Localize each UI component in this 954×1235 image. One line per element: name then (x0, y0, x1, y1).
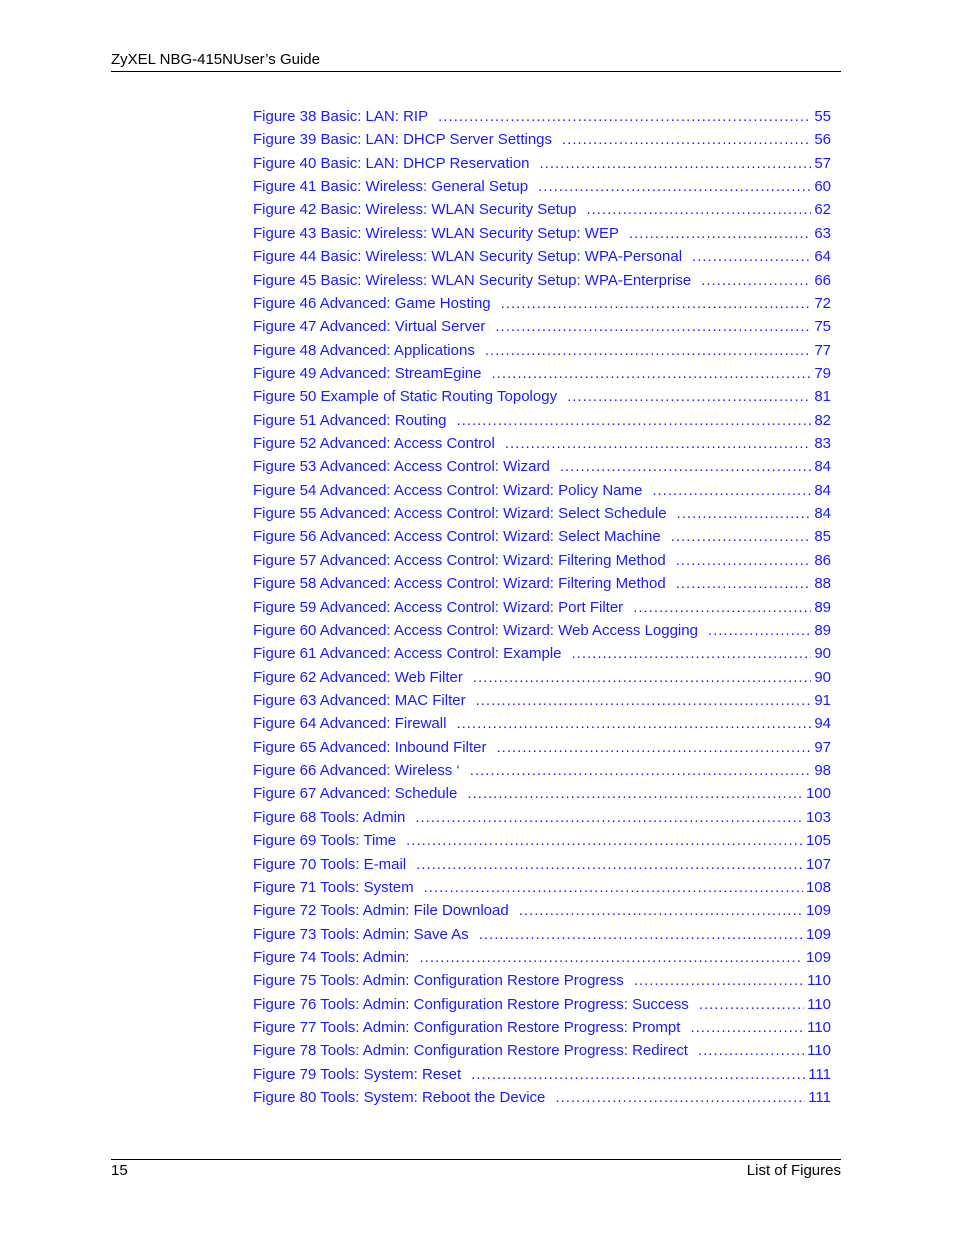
toc-dot-leader (698, 1039, 804, 1062)
toc-dot-leader (701, 269, 811, 292)
toc-entry-title[interactable]: Figure 47 Advanced: Virtual Server (253, 318, 486, 336)
toc-entry-page[interactable]: 85 (814, 528, 831, 546)
toc-entry[interactable] (253, 572, 831, 595)
toc-entry-title[interactable]: Figure 69 Tools: Time (253, 832, 397, 850)
toc-entry[interactable] (253, 175, 831, 198)
toc-entry[interactable] (253, 245, 831, 268)
toc-dot-leader (495, 315, 811, 338)
toc-dot-leader (470, 759, 812, 782)
toc-dot-leader (471, 1063, 805, 1086)
toc-entry-page[interactable]: 72 (814, 294, 831, 312)
toc-entry[interactable] (253, 689, 831, 712)
header-rule (111, 71, 841, 72)
toc-entry-page[interactable]: 84 (814, 481, 831, 499)
toc-entry-page[interactable]: 86 (814, 551, 831, 569)
toc-dot-leader (572, 642, 812, 665)
toc-entry[interactable] (253, 409, 831, 432)
toc-dot-leader (501, 292, 812, 315)
toc-entry[interactable] (253, 385, 831, 408)
toc-entry-title[interactable]: Figure 80 Tools: System: Reboot the Device (253, 1089, 546, 1107)
toc-entry[interactable] (253, 152, 831, 175)
toc-entry-page[interactable]: 57 (814, 154, 831, 172)
toc-dot-leader (690, 1016, 804, 1039)
toc-dot-leader (456, 409, 811, 432)
toc-entry[interactable] (253, 432, 831, 455)
toc-entry[interactable] (253, 315, 831, 338)
toc-entry-title[interactable]: Figure 63 Advanced: MAC Filter (253, 691, 466, 709)
toc-dot-leader (519, 899, 803, 922)
toc-entry-page[interactable]: 100 (805, 785, 831, 803)
toc-entry[interactable] (253, 105, 831, 128)
toc-entry-title[interactable]: Figure 66 Advanced: Wireless ‘ (253, 762, 460, 780)
toc-entry-page[interactable]: 105 (805, 832, 831, 850)
toc-dot-leader (676, 572, 812, 595)
toc-dot-leader (491, 362, 811, 385)
toc-entry-title[interactable]: Figure 74 Tools: Admin: (253, 948, 410, 966)
toc-dot-leader (555, 1086, 805, 1109)
toc-dot-leader (406, 829, 803, 852)
toc-entry-page[interactable]: 110 (807, 972, 831, 990)
toc-entry-page[interactable]: 60 (814, 178, 831, 196)
toc-entry-title[interactable]: Figure 73 Tools: Admin: Save As (253, 925, 469, 943)
toc-entry-title[interactable]: Figure 53 Advanced: Access Control: Wizard (253, 458, 550, 476)
toc-entry-page[interactable]: 103 (805, 808, 831, 826)
toc-dot-leader (708, 619, 811, 642)
toc-dot-leader (633, 596, 811, 619)
footer-rule (111, 1159, 841, 1160)
toc-entry[interactable] (253, 1063, 831, 1086)
toc-dot-leader (473, 666, 811, 689)
toc-entry-page[interactable]: 90 (814, 668, 831, 686)
toc-entry-page[interactable]: 110 (807, 1042, 831, 1060)
toc-entry[interactable] (253, 198, 831, 221)
toc-entry[interactable] (253, 876, 831, 899)
toc-dot-leader (692, 245, 811, 268)
toc-entry-title[interactable]: Figure 77 Tools: Admin: Configuration Restore Progress: Prompt (253, 1019, 681, 1037)
toc-entry[interactable] (253, 596, 831, 619)
toc-dot-leader (634, 969, 804, 992)
toc-dot-leader (467, 782, 803, 805)
toc-entry[interactable] (253, 525, 831, 548)
toc-dot-leader (586, 198, 811, 221)
toc-entry-title[interactable]: Figure 56 Advanced: Access Control: Wizard: Select Machine (253, 528, 661, 546)
toc-entry-title[interactable]: Figure 79 Tools: System: Reset (253, 1065, 462, 1083)
toc-entry-title[interactable]: Figure 51 Advanced: Routing (253, 411, 447, 429)
toc-entry-title[interactable]: Figure 67 Advanced: Schedule (253, 785, 458, 803)
toc-entry-page[interactable]: 63 (814, 224, 831, 242)
toc-entry-page[interactable]: 108 (805, 878, 831, 896)
toc-dot-leader (567, 385, 811, 408)
toc-entry[interactable] (253, 479, 831, 502)
toc-entry[interactable] (253, 853, 831, 876)
toc-entry-page[interactable]: 110 (807, 995, 831, 1013)
toc-entry-page[interactable]: 111 (808, 1065, 831, 1083)
toc-entry-title[interactable]: Figure 55 Advanced: Access Control: Wizard: Select Schedule (253, 505, 667, 523)
toc-entry-page[interactable]: 109 (805, 902, 831, 920)
toc-entry[interactable] (253, 1016, 831, 1039)
toc-entry[interactable] (253, 502, 831, 525)
toc-entry-title[interactable]: Figure 70 Tools: E-mail (253, 855, 407, 873)
toc-entry-page[interactable]: 89 (814, 598, 831, 616)
toc-entry[interactable] (253, 829, 831, 852)
toc-entry-title[interactable]: Figure 68 Tools: Admin (253, 808, 406, 826)
toc-entry[interactable] (253, 1039, 831, 1062)
toc-entry-page[interactable]: 94 (814, 715, 831, 733)
toc-dot-leader (485, 339, 811, 362)
toc-entry-title[interactable]: Figure 71 Tools: System (253, 878, 414, 896)
toc-entry-title[interactable]: Figure 40 Basic: LAN: DHCP Reservation (253, 154, 530, 172)
toc-entry-title[interactable]: Figure 52 Advanced: Access Control (253, 435, 495, 453)
toc-entry-title[interactable]: Figure 62 Advanced: Web Filter (253, 668, 463, 686)
toc-entry-page[interactable]: 107 (805, 855, 831, 873)
toc-entry-title[interactable]: Figure 43 Basic: Wireless: WLAN Security Setup: WEP (253, 224, 619, 242)
toc-dot-leader (677, 502, 812, 525)
toc-entry-page[interactable]: 56 (814, 131, 831, 149)
toc-entry-page[interactable]: 88 (814, 575, 831, 593)
toc-entry[interactable] (253, 292, 831, 315)
toc-entry-page[interactable]: 84 (814, 458, 831, 476)
toc-entry-page[interactable]: 82 (814, 411, 831, 429)
toc-entry-title[interactable]: Figure 49 Advanced: StreamEgine (253, 364, 482, 382)
toc-entry[interactable] (253, 339, 831, 362)
toc-entry-title[interactable]: Figure 41 Basic: Wireless: General Setup (253, 178, 529, 196)
toc-entry[interactable] (253, 946, 831, 969)
toc-dot-leader (476, 689, 812, 712)
toc-entry[interactable] (253, 759, 831, 782)
header-title: ZyXEL NBG-415NUser’s Guide (111, 51, 320, 68)
toc-entry[interactable] (253, 969, 831, 992)
toc-entry-page[interactable]: 98 (814, 762, 831, 780)
toc-entry-title[interactable]: Figure 39 Basic: LAN: DHCP Server Settings (253, 131, 553, 149)
toc-entry[interactable] (253, 362, 831, 385)
toc-entry-title[interactable]: Figure 59 Advanced: Access Control: Wizard: Port Filter (253, 598, 624, 616)
toc-dot-leader (416, 853, 803, 876)
toc-entry-title[interactable]: Figure 75 Tools: Admin: Configuration Restore Progress (253, 972, 624, 990)
toc-entry-title[interactable]: Figure 42 Basic: Wireless: WLAN Security Setup (253, 201, 577, 219)
toc-entry[interactable] (253, 782, 831, 805)
toc-entry[interactable] (253, 549, 831, 572)
toc-entry-page[interactable]: 91 (814, 691, 831, 709)
toc-entry[interactable] (253, 1086, 831, 1109)
toc-entry-title[interactable]: Figure 45 Basic: Wireless: WLAN Security Setup: WPA-Enterprise (253, 271, 692, 289)
toc-dot-leader (538, 175, 811, 198)
toc-entry-page[interactable]: 97 (814, 738, 831, 756)
toc-entry[interactable] (253, 736, 831, 759)
toc-dot-leader (505, 432, 812, 455)
toc-dot-leader (456, 712, 811, 735)
toc-entry-page[interactable]: 109 (805, 948, 831, 966)
toc-entry-page[interactable]: 84 (814, 505, 831, 523)
toc-dot-leader (415, 806, 803, 829)
toc-entry-page[interactable]: 75 (814, 318, 831, 336)
toc-entry-page[interactable]: 111 (808, 1089, 831, 1107)
toc-entry-title[interactable]: Figure 60 Advanced: Access Control: Wizard: Web Access Logging (253, 621, 698, 639)
toc-dot-leader (438, 105, 811, 128)
toc-entry[interactable] (253, 619, 831, 642)
toc-entry-page[interactable]: 77 (814, 341, 831, 359)
footer-page-number: 15 (111, 1162, 128, 1179)
toc-dot-leader (629, 222, 811, 245)
toc-dot-leader (562, 128, 811, 151)
toc-entry-page[interactable]: 89 (814, 621, 831, 639)
toc-entry-page[interactable]: 55 (814, 108, 831, 125)
toc-entry-title[interactable]: Figure 58 Advanced: Access Control: Wizard: Filtering Method (253, 575, 666, 593)
toc-entry-title[interactable]: Figure 50 Example of Static Routing Topology (253, 388, 558, 406)
toc-entry-page[interactable]: 81 (814, 388, 831, 406)
toc-dot-leader (419, 946, 802, 969)
toc-entry-title[interactable]: Figure 78 Tools: Admin: Configuration Restore Progress: Redirect (253, 1042, 688, 1060)
toc-entry[interactable] (253, 923, 831, 946)
toc-entry-page[interactable]: 64 (814, 248, 831, 266)
toc-entry-page[interactable]: 110 (807, 1019, 831, 1037)
list-of-figures (253, 105, 831, 1109)
toc-entry-title[interactable]: Figure 48 Advanced: Applications (253, 341, 475, 359)
toc-dot-leader (560, 455, 812, 478)
toc-dot-leader (424, 876, 803, 899)
toc-entry-title[interactable]: Figure 72 Tools: Admin: File Download (253, 902, 509, 920)
toc-entry-page[interactable]: 66 (814, 271, 831, 289)
toc-entry[interactable] (253, 455, 831, 478)
toc-entry-title[interactable]: Figure 44 Basic: Wireless: WLAN Security Setup: WPA-Personal (253, 248, 683, 266)
toc-dot-leader (676, 549, 812, 572)
toc-entry[interactable] (253, 128, 831, 151)
toc-dot-leader (479, 923, 803, 946)
toc-entry-title[interactable]: Figure 64 Advanced: Firewall (253, 715, 447, 733)
toc-entry-title[interactable]: Figure 46 Advanced: Game Hosting (253, 294, 491, 312)
toc-entry-title[interactable]: Figure 65 Advanced: Inbound Filter (253, 738, 487, 756)
toc-entry-page[interactable]: 62 (814, 201, 831, 219)
toc-entry-title[interactable]: Figure 57 Advanced: Access Control: Wizard: Filtering Method (253, 551, 666, 569)
toc-entry[interactable] (253, 899, 831, 922)
toc-entry-title[interactable]: Figure 38 Basic: LAN: RIP (253, 108, 429, 125)
toc-entry[interactable] (253, 642, 831, 665)
toc-dot-leader (496, 736, 811, 759)
toc-entry[interactable] (253, 712, 831, 735)
toc-dot-leader (540, 152, 812, 175)
toc-entry[interactable] (253, 806, 831, 829)
toc-entry-page[interactable]: 109 (805, 925, 831, 943)
toc-entry[interactable] (253, 269, 831, 292)
toc-entry-page[interactable]: 90 (814, 645, 831, 663)
toc-entry[interactable] (253, 222, 831, 245)
toc-entry-title[interactable]: Figure 54 Advanced: Access Control: Wizard: Policy Name (253, 481, 643, 499)
toc-entry[interactable] (253, 666, 831, 689)
toc-dot-leader (699, 993, 804, 1016)
toc-entry-page[interactable]: 83 (814, 435, 831, 453)
toc-entry-title[interactable]: Figure 76 Tools: Admin: Configuration Restore Progress: Success (253, 995, 689, 1013)
toc-entry-title[interactable]: Figure 61 Advanced: Access Control: Example (253, 645, 562, 663)
toc-dot-leader (652, 479, 811, 502)
toc-dot-leader (671, 525, 812, 548)
toc-entry[interactable] (253, 993, 831, 1016)
footer-section-title: List of Figures (746, 1162, 841, 1179)
toc-entry-page[interactable]: 79 (814, 364, 831, 382)
